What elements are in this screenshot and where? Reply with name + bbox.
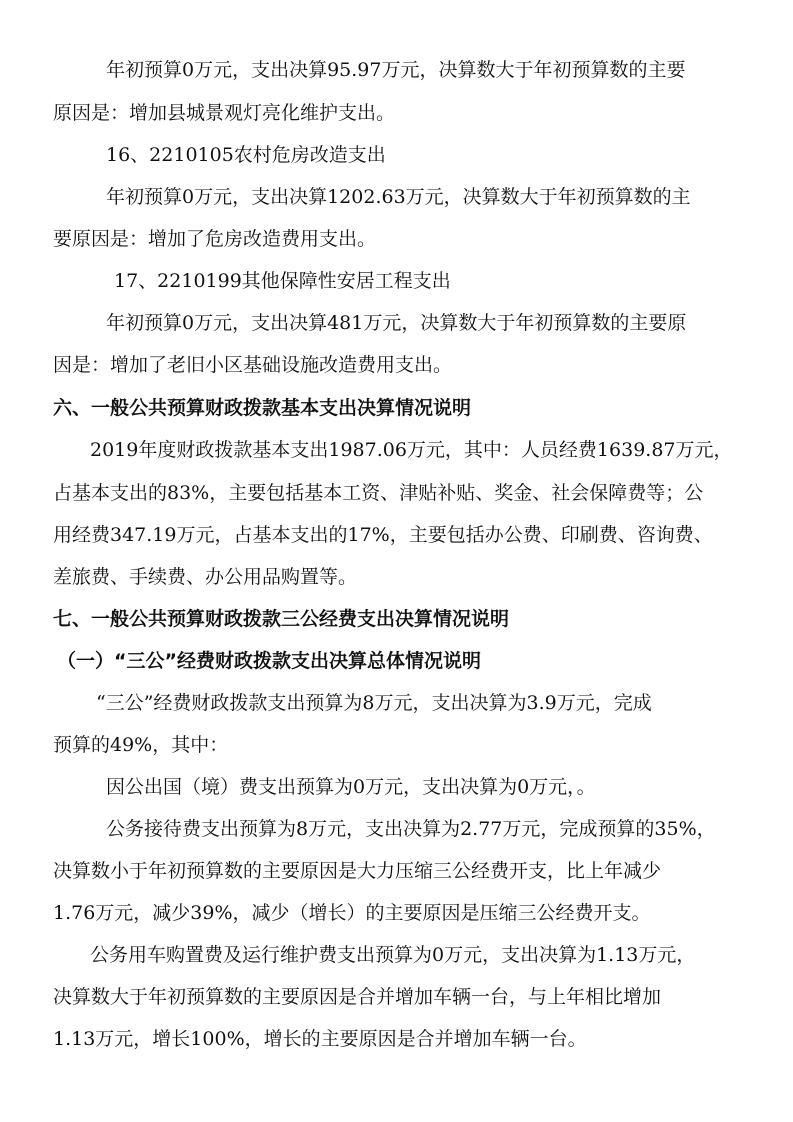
item-title-16: 16、2210105农村危房改造支出 — [106, 144, 386, 166]
paragraph-line: 因是：增加了老旧小区基础设施改造费用支出。 — [53, 354, 453, 376]
paragraph-line: 公务用车购置费及运行维护费支出预算为0万元，支出决算为1.13万元， — [90, 944, 696, 966]
paragraph-line: 公务接待费支出预算为8万元，支出决算为2.77万元，完成预算的35%， — [106, 818, 716, 840]
paragraph-line: 决算数大于年初预算数的主要原因是合并增加车辆一台，与上年相比增加 — [53, 986, 662, 1008]
paragraph-line: 决算数小于年初预算数的主要原因是大力压缩三公经费开支，比上年减少 — [53, 860, 662, 882]
paragraph-line: 年初预算0万元，支出决算1202.63万元，决算数大于年初预算数的主 — [106, 186, 691, 208]
paragraph-line: 因公出国（境）费支出预算为0万元，支出决算为0万元，。 — [106, 776, 596, 798]
paragraph-line: 要原因是：增加了危房改造费用支出。 — [53, 228, 377, 250]
section-heading-6: 六、一般公共预算财政拨款基本支出决算情况说明 — [53, 397, 472, 419]
paragraph-line: 占基本支出的83%，主要包括基本工资、津贴补贴、奖金、社会保障费等；公 — [53, 482, 704, 504]
item-title-17: 17、2210199其他保障性安居工程支出 — [114, 270, 451, 292]
paragraph-line: 差旅费、手续费、办公用品购置等。 — [53, 566, 358, 588]
paragraph-line: 1.76万元，减少39%，减少（增长）的主要原因是压缩三公经费开支。 — [53, 902, 651, 924]
paragraph-line: 1.13万元，增长100%，增长的主要原因是合并增加车辆一台。 — [53, 1028, 587, 1050]
subsection-heading: （一）“三公”经费财政拨款支出决算总体情况说明 — [57, 650, 481, 672]
paragraph-line: 2019年度财政拨款基本支出1987.06万元，其中：人员经费1639.87万元， — [90, 439, 733, 461]
paragraph-line: 原因是：增加县城景观灯亮化维护支出。 — [53, 102, 396, 124]
paragraph-line: “三公”经费财政拨款支出预算为8万元，支出决算为3.9万元，完成 — [96, 692, 652, 714]
paragraph-line: 年初预算0万元，支出决算95.97万元，决算数大于年初预算数的主要 — [106, 59, 686, 81]
paragraph-line: 预算的49%，其中： — [53, 734, 229, 756]
paragraph-line: 用经费347.19万元，占基本支出的17%，主要包括办公费、印刷费、咨询费、 — [53, 524, 713, 546]
section-heading-7: 七、一般公共预算财政拨款三公经费支出决算情况说明 — [53, 608, 510, 630]
paragraph-line: 年初预算0万元，支出决算481万元，决算数大于年初预算数的主要原 — [106, 312, 687, 334]
